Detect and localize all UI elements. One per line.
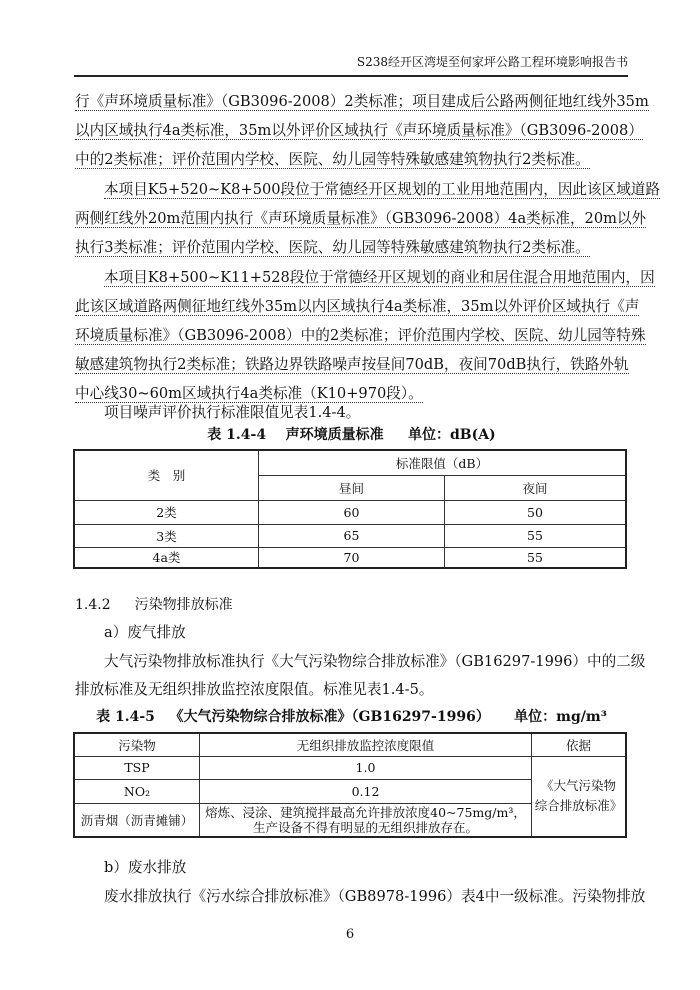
text-line: 本项目K8+500~K11+528段位于常德经开区规划的商业和居住混合用地范围内，因 xyxy=(104,269,655,286)
text-line: 中的2类标准；评价范围内学校、医院、幼儿园等特殊敏感建筑物执行2类标准。 xyxy=(75,151,590,168)
table-row: TSP 1.0 《大气污染物 综合排放标准》 xyxy=(74,756,626,779)
subheading: a）废气排放 xyxy=(104,624,186,641)
text-line: 执行3类标准；评价范围内学校、医院、幼儿园等特殊敏感建筑物执行2类标准。 xyxy=(75,239,590,256)
text-line: 此该区域道路两侧征地红线外35m以内区域执行4a类标准，35m以外评价区域执行《声 xyxy=(75,298,640,315)
text-line: 环境质量标准》（GB3096-2008）中的2类标准；评价范围内学校、医院、幼儿园等特殊 xyxy=(75,327,646,344)
text-line: 本项目K5+520~K8+500段位于常德经开区规划的工业用地范围内，因此该区域道路 xyxy=(104,181,660,198)
air-pollutant-table: 污染物 无组织排放监控浓度限值 依据 TSP 1.0 《大气污染物 综合排放标准》 NO₂ 0.12 沥青烟（沥青摊铺） 熔炼、浸涂、建筑搅拌最高允许排放浓度40~75mg/m³， 生产设备不得有明显的无组织排放存在。 xyxy=(73,732,627,838)
text-line: 中心线30~60m区域执行4a类标准（K10+970段）。 xyxy=(75,385,423,402)
text-line: 以内区域执行4a类标准，35m以外评价区域执行《声环境质量标准》（GB3096-2008） xyxy=(75,122,643,139)
table-row: 4a类 70 55 xyxy=(74,547,626,568)
header-cell: 昼间 xyxy=(259,475,445,500)
table-row: 沥青烟（沥青摊铺） 熔炼、浸涂、建筑搅拌最高允许排放浓度40~75mg/m³， 生产设备不得有明显的无组织排放存在。 xyxy=(74,803,626,837)
text-line: 行《声环境质量标准》（GB3096-2008）2类标准；项目建成后公路两侧征地红线外35m xyxy=(75,93,649,110)
section-heading: 1.4.2 污染物排放标准 xyxy=(75,597,233,613)
subheading: b）废水排放 xyxy=(104,859,187,876)
text-line: 大气污染物排放标准执行《大气污染物综合排放标准》（GB16297-1996）中的二级 xyxy=(104,653,646,670)
text-line: 敏感建筑物执行2类标准；铁路边界铁路噪声按昼间70dB，夜间70dB执行，铁路外轨 xyxy=(75,356,629,373)
table-row: 2类 60 50 xyxy=(74,500,626,524)
text-line: 两侧红线外20m范围内执行《声环境质量标准》（GB3096-2008）4a类标准，20m以外 xyxy=(75,210,647,227)
table-row: NO₂ 0.12 xyxy=(74,779,626,803)
text-line: 排放标准及无组织排放监控浓度限值。标准见表1.4-5。 xyxy=(75,681,434,698)
running-header: S238经开区湾堤至何家坪公路工程环境影响报告书 xyxy=(356,55,628,69)
header-rule xyxy=(74,75,628,77)
basis-cell: 《大气污染物 综合排放标准》 xyxy=(532,756,627,837)
table-caption: 表 1.4-4 声环境质量标准 单位：dB(A) xyxy=(207,427,496,443)
table-row: 3类 65 55 xyxy=(74,524,626,547)
text-line: 废水排放执行《污水综合排放标准》（GB8978-1996）表4中一级标准。污染物排放 xyxy=(104,888,646,905)
header-cell: 夜间 xyxy=(445,475,627,500)
header-cell: 标准限值（dB） xyxy=(259,450,627,475)
table-caption: 表 1.4-5 《大气污染物综合排放标准》（GB16297-1996） 单位：mg/m³ xyxy=(96,709,607,725)
text-line: 项目噪声评价执行标准限值见表1.4-4。 xyxy=(104,404,361,421)
noise-standard-table xyxy=(73,449,627,569)
header-cell: 类 别 xyxy=(74,450,259,500)
page-number: 6 xyxy=(345,927,355,942)
